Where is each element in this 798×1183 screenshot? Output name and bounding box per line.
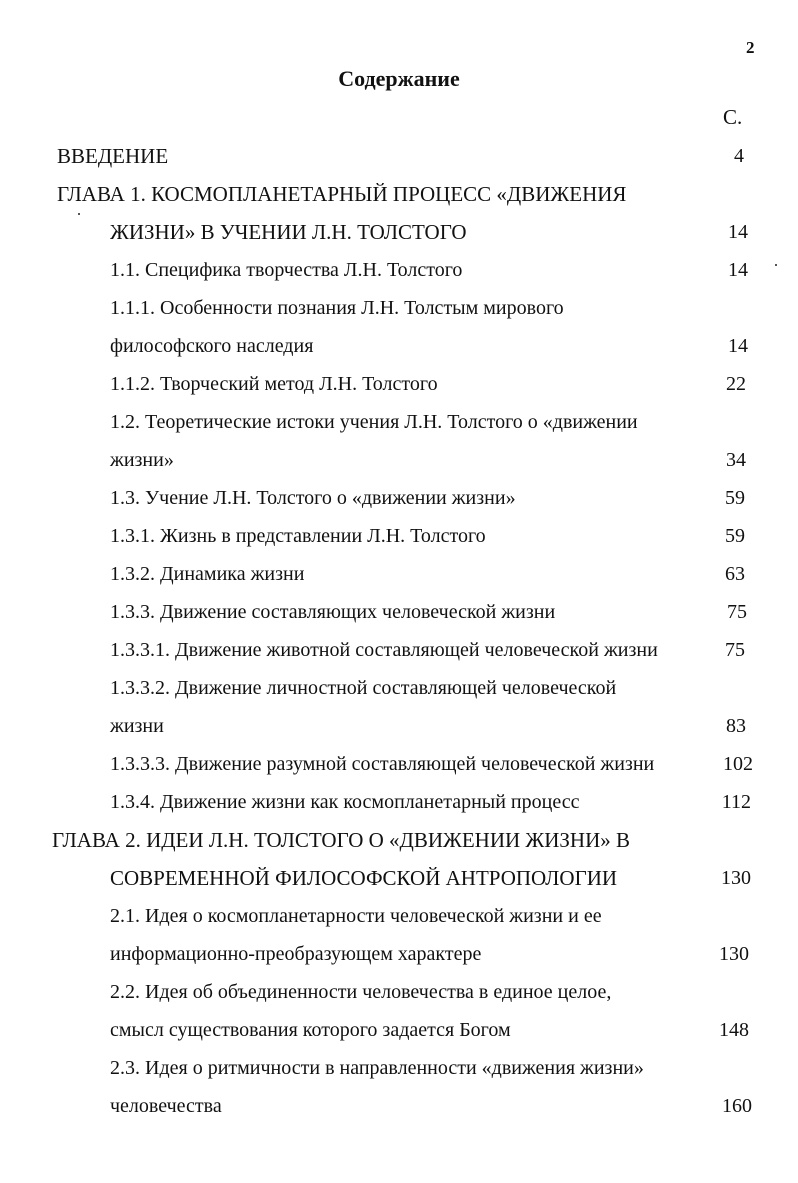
toc-page-chapter-2: 130 xyxy=(721,867,751,889)
toc-entry-chapter-2-cont: СОВРЕМЕННОЙ ФИЛОСОФСКОЙ АНТРОПОЛОГИИ xyxy=(110,866,618,890)
toc-page-1-3-3-1: 75 xyxy=(725,639,745,661)
toc-page-chapter-1: 14 xyxy=(728,221,748,243)
toc-entry-1-3: 1.3. Учение Л.Н. Толстого о «движении жизни» xyxy=(110,487,516,509)
scan-speck xyxy=(78,213,80,215)
toc-page-1-3-2: 63 xyxy=(725,563,745,585)
toc-page-1-3-3-2: 83 xyxy=(726,715,746,737)
toc-entry-1-3-3-2: 1.3.3.2. Движение личностной составляющей человеческой xyxy=(110,677,617,699)
toc-page-1-3: 59 xyxy=(725,487,745,509)
toc-entry-1-1-1-cont: философского наследия xyxy=(110,335,314,357)
toc-page-1-3-3: 75 xyxy=(727,601,747,623)
toc-page-2-2: 148 xyxy=(719,1019,749,1041)
toc-entry-1-3-2: 1.3.2. Динамика жизни xyxy=(110,563,305,585)
toc-entry-chapter-1: ГЛАВА 1. КОСМОПЛАНЕТАРНЫЙ ПРОЦЕСС «ДВИЖЕНИЯ xyxy=(57,182,627,206)
scan-speck xyxy=(775,264,777,266)
toc-entry-2-3-cont: человечества xyxy=(110,1095,222,1117)
toc-entry-intro: ВВЕДЕНИЕ xyxy=(57,144,169,168)
toc-entry-2-3: 2.3. Идея о ритмичности в направленности «движения жизни» xyxy=(110,1057,644,1079)
toc-entry-1-3-1: 1.3.1. Жизнь в представлении Л.Н. Толстого xyxy=(110,525,486,547)
toc-entry-chapter-2: ГЛАВА 2. ИДЕИ Л.Н. ТОЛСТОГО О «ДВИЖЕНИИ ЖИЗНИ» В xyxy=(52,828,631,852)
toc-page-1-1-1: 14 xyxy=(728,335,748,357)
page-column-header: С. xyxy=(723,105,743,129)
toc-entry-2-1: 2.1. Идея о космопланетарности человеческой жизни и ее xyxy=(110,905,602,927)
toc-page-1-3-3-3: 102 xyxy=(723,753,753,775)
toc-entry-1-3-4: 1.3.4. Движение жизни как космопланетарный процесс xyxy=(110,791,580,813)
toc-entry-2-1-cont: информационно-преобразующем характере xyxy=(110,943,482,965)
toc-entry-1-1-1: 1.1.1. Особенности познания Л.Н. Толстым мирового xyxy=(110,297,564,319)
toc-entry-1-1: 1.1. Специфика творчества Л.Н. Толстого xyxy=(110,259,463,281)
toc-entry-1-1-2: 1.1.2. Творческий метод Л.Н. Толстого xyxy=(110,373,438,395)
page-number: 2 xyxy=(746,38,755,57)
toc-page-2-3: 160 xyxy=(722,1095,752,1117)
toc-entry-2-2: 2.2. Идея об объединенности человечества в единое целое, xyxy=(110,981,612,1003)
toc-page-1-3-4: 112 xyxy=(721,791,751,813)
toc-page-1-1-2: 22 xyxy=(726,373,746,395)
toc-page-1-1: 14 xyxy=(728,259,748,281)
toc-entry-1-3-3-2-cont: жизни xyxy=(110,715,164,737)
toc-entry-1-2: 1.2. Теоретические истоки учения Л.Н. Толстого о «движении xyxy=(110,411,638,433)
toc-page-2-1: 130 xyxy=(719,943,749,965)
toc-entry-2-2-cont: смысл существования которого задается Богом xyxy=(110,1019,511,1041)
page-title: Содержание xyxy=(338,66,460,91)
toc-page-1-3-1: 59 xyxy=(725,525,745,547)
toc-entry-chapter-1-cont: ЖИЗНИ» В УЧЕНИИ Л.Н. ТОЛСТОГО xyxy=(110,220,467,244)
toc-page-intro: 4 xyxy=(734,145,744,167)
toc-entry-1-2-cont: жизни» xyxy=(110,449,174,471)
toc-entry-1-3-3: 1.3.3. Движение составляющих человеческой жизни xyxy=(110,601,556,623)
toc-entry-1-3-3-1: 1.3.3.1. Движение животной составляющей человеческой жизни xyxy=(110,639,658,661)
toc-entry-1-3-3-3: 1.3.3.3. Движение разумной составляющей человеческой жизни xyxy=(110,753,655,775)
toc-page-1-2: 34 xyxy=(726,449,746,471)
